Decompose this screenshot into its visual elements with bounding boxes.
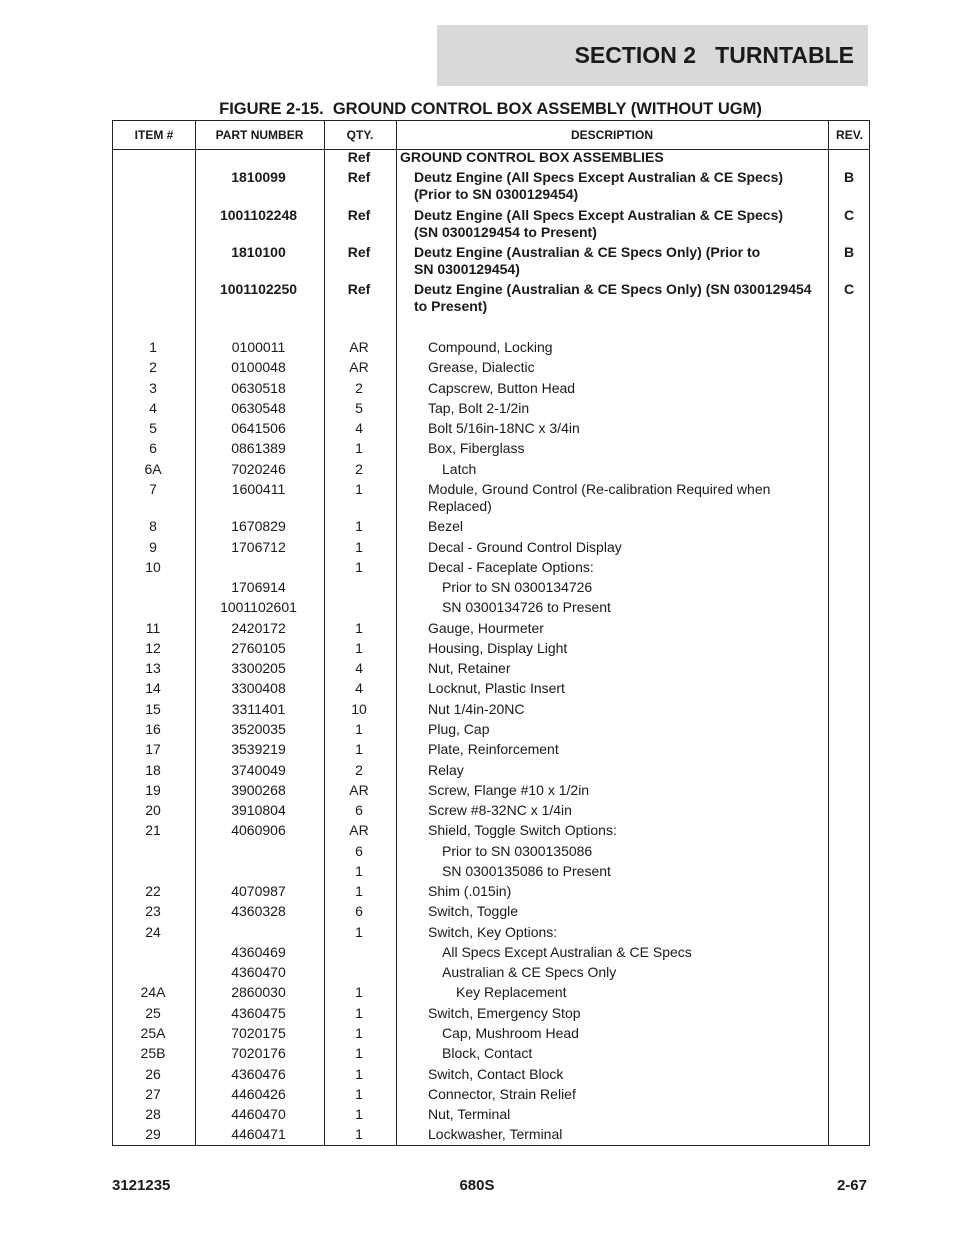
description-line: Cap, Mushroom Head	[442, 1025, 579, 1041]
part-number: 3900268	[231, 782, 286, 798]
revision: B	[843, 244, 855, 260]
description-line: Key Replacement	[456, 984, 567, 1000]
header-divider	[113, 149, 869, 150]
description-line: to Present)	[414, 298, 488, 314]
header-qty: QTY.	[346, 128, 374, 142]
figure-title: FIGURE 2-15. GROUND CONTROL BOX ASSEMBLY (WITHOUT UGM)	[219, 100, 762, 118]
description-line: Nut, Terminal	[428, 1106, 511, 1122]
item-number: 15	[145, 701, 161, 717]
part-number: 7020246	[231, 461, 286, 477]
item-number: 28	[145, 1106, 161, 1122]
part-number: 0630548	[231, 400, 286, 416]
parts-table	[112, 120, 870, 1146]
quantity: 1	[355, 721, 363, 737]
part-number: 3520035	[231, 721, 286, 737]
description-line: Deutz Engine (All Specs Except Australian & CE Specs)	[414, 207, 784, 223]
part-number: 3300408	[231, 680, 286, 696]
description-line: Plug, Cap	[428, 721, 490, 737]
part-number: 3910804	[231, 802, 286, 818]
item-number: 27	[145, 1086, 161, 1102]
item-number: 13	[145, 660, 161, 676]
quantity: 1	[355, 863, 363, 879]
part-number: 1001102248	[219, 207, 298, 223]
description-line: All Specs Except Australian & CE Specs	[442, 944, 692, 960]
description-line: Lockwasher, Terminal	[428, 1126, 563, 1142]
quantity: 4	[355, 680, 363, 696]
description-line: Capscrew, Button Head	[428, 380, 576, 396]
part-number: 3539219	[231, 741, 286, 757]
item-number: 11	[145, 620, 161, 636]
model-name: 680S	[459, 1177, 495, 1194]
item-number: 1	[149, 339, 157, 355]
item-number: 9	[149, 539, 157, 555]
description-line: GROUND CONTROL BOX ASSEMBLIES	[400, 149, 664, 165]
description-line: Latch	[442, 461, 477, 477]
item-number: 17	[145, 741, 161, 757]
quantity: 6	[355, 802, 363, 818]
part-number: 0861389	[231, 440, 286, 456]
part-number: 0100011	[231, 339, 286, 355]
item-number: 18	[145, 762, 161, 778]
description-line: Deutz Engine (Australian & CE Specs Only) (Prior to	[414, 244, 761, 260]
part-number: 0630518	[231, 380, 286, 396]
part-number: 2420172	[231, 620, 286, 636]
description-line: Connector, Strain Relief	[428, 1086, 576, 1102]
quantity: 1	[355, 539, 363, 555]
quantity: 6	[355, 903, 363, 919]
description-line: Deutz Engine (Australian & CE Specs Only) (SN 0300129454	[414, 281, 812, 297]
part-number: 1706712	[231, 539, 286, 555]
item-number: 25	[145, 1005, 161, 1021]
part-number: 4360476	[231, 1066, 286, 1082]
quantity: AR	[349, 782, 369, 798]
quantity: 1	[355, 1086, 363, 1102]
description-line: Bolt 5/16in-18NC x 3/4in	[428, 420, 580, 436]
column-divider	[828, 121, 829, 1145]
description-line: Housing, Display Light	[428, 640, 568, 656]
part-number: 4360328	[231, 903, 286, 919]
quantity: 1	[355, 518, 363, 534]
description-line: Screw #8-32NC x 1/4in	[428, 802, 572, 818]
description-line: Locknut, Plastic Insert	[428, 680, 565, 696]
description-line: Compound, Locking	[428, 339, 553, 355]
item-number: 19	[145, 782, 161, 798]
part-number: 4460471	[231, 1126, 286, 1142]
description-line: Australian & CE Specs Only	[442, 964, 617, 980]
description-line: Block, Contact	[442, 1045, 533, 1061]
item-number: 26	[145, 1066, 161, 1082]
quantity: 1	[355, 883, 363, 899]
part-number: 4460470	[231, 1106, 286, 1122]
quantity: 1	[355, 741, 363, 757]
description-line: (Prior to SN 0300129454)	[414, 186, 579, 202]
quantity: 1	[355, 1025, 363, 1041]
quantity: Ref	[347, 244, 371, 260]
header-part-number: PART NUMBER	[215, 128, 304, 142]
description-line: Switch, Toggle	[428, 903, 519, 919]
quantity: 1	[355, 640, 363, 656]
item-number: 25A	[140, 1025, 166, 1041]
quantity: Ref	[347, 207, 371, 223]
part-number: 4060906	[231, 822, 286, 838]
description-line: Nut 1/4in-20NC	[428, 701, 525, 717]
description-line: Deutz Engine (All Specs Except Australian & CE Specs)	[414, 169, 784, 185]
part-number: 4360469	[231, 944, 286, 960]
part-number: 1600411	[231, 481, 286, 497]
quantity: 2	[355, 762, 363, 778]
description-line: Relay	[428, 762, 464, 778]
part-number: 1706914	[231, 579, 286, 595]
description-line: Screw, Flange #10 x 1/2in	[428, 782, 590, 798]
quantity: 1	[355, 481, 363, 497]
part-number: 4360475	[231, 1005, 286, 1021]
quantity: 1	[355, 559, 363, 575]
description-line: SN 0300134726 to Present	[442, 599, 611, 615]
part-number: 2860030	[231, 984, 286, 1000]
part-number: 1001102250	[219, 281, 298, 297]
quantity: Ref	[347, 281, 371, 297]
quantity: 5	[355, 400, 363, 416]
column-divider	[396, 121, 397, 1145]
description-line: (SN 0300129454 to Present)	[414, 224, 597, 240]
header-item: ITEM #	[134, 128, 174, 142]
quantity: 1	[355, 1005, 363, 1021]
item-number: 14	[145, 680, 161, 696]
part-number: 4460426	[231, 1086, 286, 1102]
quantity: 1	[355, 984, 363, 1000]
item-number: 2	[149, 359, 157, 375]
item-number: 8	[149, 518, 157, 534]
description-line: Decal - Ground Control Display	[428, 539, 622, 555]
quantity: 10	[351, 701, 367, 717]
description-line: Replaced)	[428, 498, 492, 514]
part-number: 3311401	[231, 701, 286, 717]
item-number: 10	[145, 559, 161, 575]
description-line: Bezel	[428, 518, 464, 534]
description-line: Module, Ground Control (Re-calibration Required when	[428, 481, 771, 497]
revision: C	[843, 207, 855, 223]
description-line: Switch, Emergency Stop	[428, 1005, 581, 1021]
description-line: Box, Fiberglass	[428, 440, 525, 456]
column-divider	[324, 121, 325, 1145]
item-number: 6A	[144, 461, 162, 477]
part-number: 7020176	[231, 1045, 286, 1061]
part-number: 7020175	[231, 1025, 286, 1041]
quantity: 2	[355, 461, 363, 477]
quantity: 1	[355, 1066, 363, 1082]
doc-number: 3121235	[112, 1177, 171, 1194]
item-number: 7	[149, 481, 157, 497]
part-number: 1810100	[231, 244, 286, 260]
part-number: 0100048	[231, 359, 286, 375]
quantity: 1	[355, 440, 363, 456]
description-line: Switch, Key Options:	[428, 924, 558, 940]
item-number: 12	[145, 640, 161, 656]
item-number: 6	[149, 440, 157, 456]
part-number: 4360470	[231, 964, 286, 980]
item-number: 5	[149, 420, 157, 436]
description-line: Shim (.015in)	[428, 883, 512, 899]
column-divider	[195, 121, 196, 1145]
item-number: 4	[149, 400, 157, 416]
part-number: 2760105	[231, 640, 286, 656]
item-number: 23	[145, 903, 161, 919]
part-number: 1670829	[231, 518, 286, 534]
description-line: Nut, Retainer	[428, 660, 511, 676]
section-title: SECTION 2 TURNTABLE	[574, 42, 854, 68]
revision: C	[843, 281, 855, 297]
item-number: 29	[145, 1126, 161, 1142]
quantity: AR	[349, 822, 369, 838]
part-number: 0641506	[231, 420, 286, 436]
item-number: 25B	[140, 1045, 166, 1061]
description-line: SN 0300129454)	[414, 261, 520, 277]
quantity: 1	[355, 1045, 363, 1061]
item-number: 16	[145, 721, 161, 737]
section-banner	[437, 25, 868, 86]
item-number: 20	[145, 802, 161, 818]
part-number: 1001102601	[220, 599, 297, 615]
quantity: 4	[355, 420, 363, 436]
quantity: 1	[355, 620, 363, 636]
item-number: 24A	[140, 984, 166, 1000]
description-line: Gauge, Hourmeter	[428, 620, 544, 636]
page-number: 2-67	[836, 1177, 867, 1194]
description-line: SN 0300135086 to Present	[442, 863, 611, 879]
description-line: Prior to SN 0300135086	[442, 843, 593, 859]
quantity: 1	[355, 1126, 363, 1142]
item-number: 3	[149, 380, 157, 396]
quantity: 1	[355, 1106, 363, 1122]
description-line: Decal - Faceplate Options:	[428, 559, 594, 575]
part-number: 4070987	[231, 883, 286, 899]
description-line: Grease, Dialectic	[428, 359, 535, 375]
quantity: 6	[355, 843, 363, 859]
quantity: AR	[349, 359, 369, 375]
quantity: Ref	[347, 169, 371, 185]
description-line: Shield, Toggle Switch Options:	[428, 822, 617, 838]
part-number: 3740049	[231, 762, 286, 778]
quantity: Ref	[347, 149, 371, 165]
quantity: 4	[355, 660, 363, 676]
quantity: 2	[355, 380, 363, 396]
quantity: 1	[355, 924, 363, 940]
description-line: Prior to SN 0300134726	[442, 579, 593, 595]
description-line: Switch, Contact Block	[428, 1066, 564, 1082]
item-number: 21	[145, 822, 161, 838]
header-description: DESCRIPTION	[570, 128, 653, 142]
description-line: Plate, Reinforcement	[428, 741, 559, 757]
header-rev: REV.	[836, 128, 863, 142]
part-number: 3300205	[231, 660, 286, 676]
part-number: 1810099	[231, 169, 286, 185]
quantity: AR	[349, 339, 369, 355]
item-number: 22	[145, 883, 161, 899]
description-line: Tap, Bolt 2-1/2in	[428, 400, 530, 416]
item-number: 24	[145, 924, 161, 940]
revision: B	[843, 169, 855, 185]
